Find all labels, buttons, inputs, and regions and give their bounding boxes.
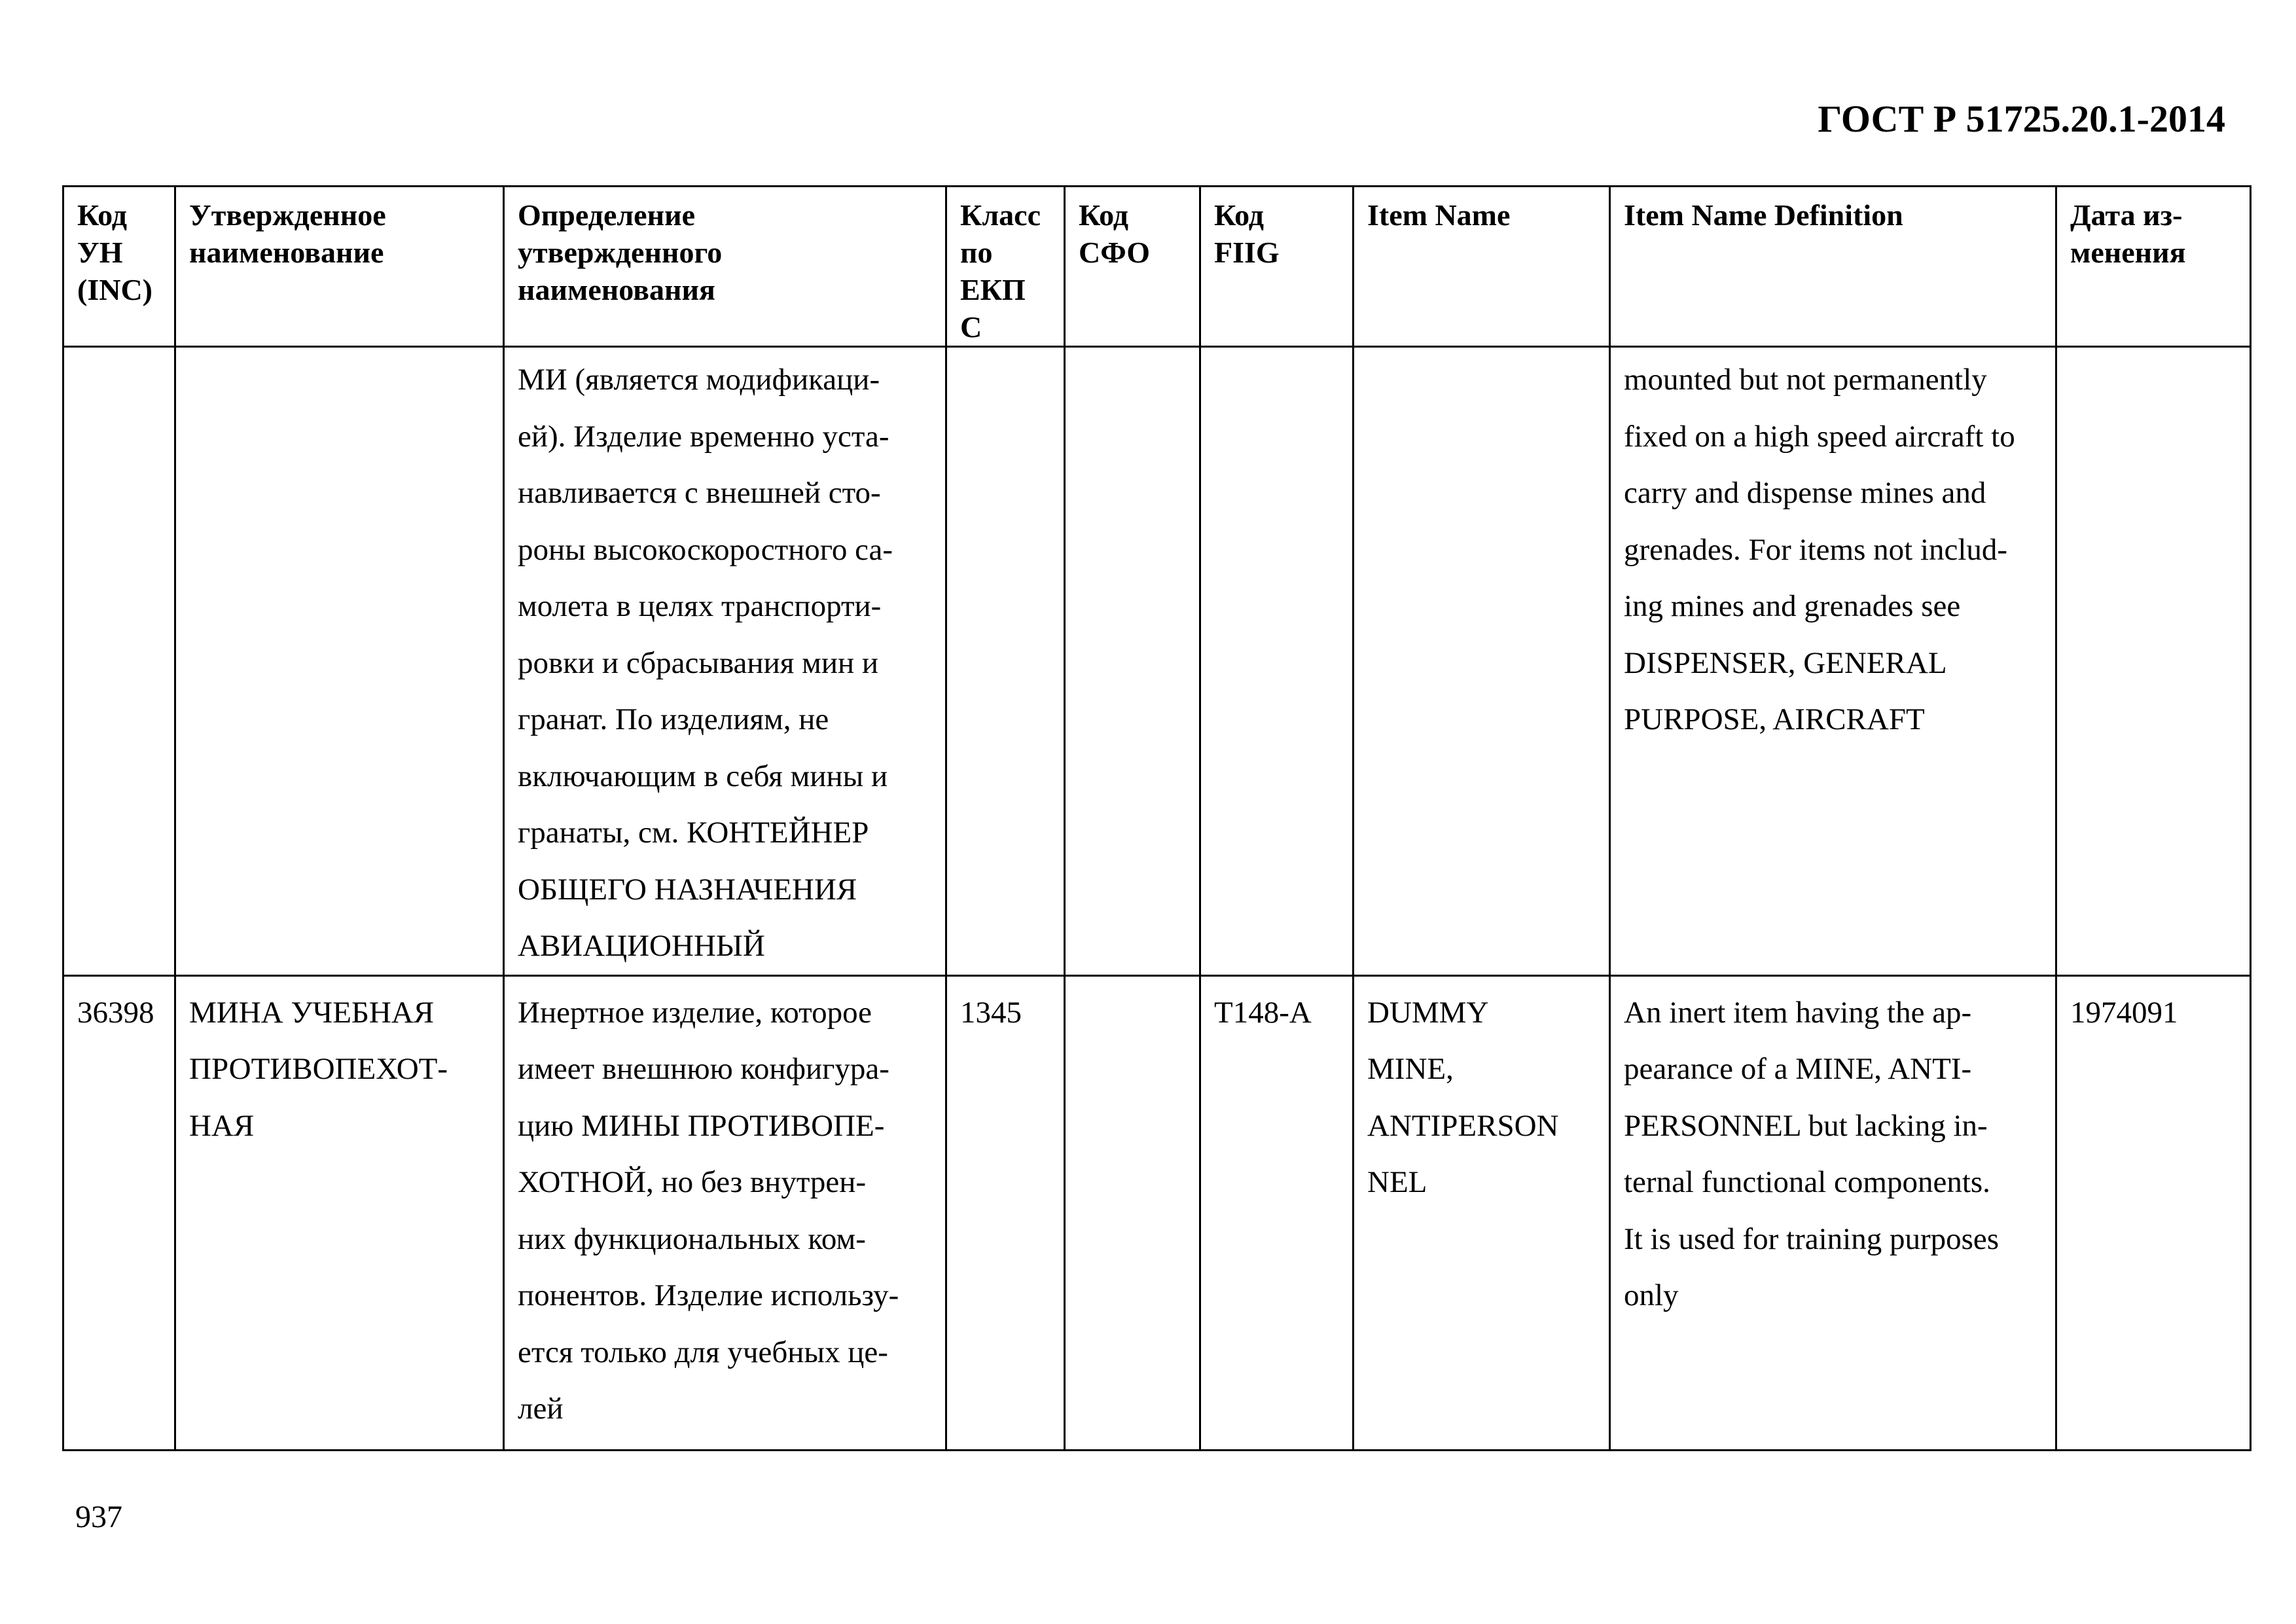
cell-item-definition: mounted but not permanently fixed on a high speed aircraft to carry and dispense mines and grenades. For items not includ- ing mines and grenades see DISPENSER, GENERAL PURPOSE, AIRCRAFT <box>1610 347 2056 976</box>
cell-approved-name <box>175 347 504 976</box>
cell-date <box>2056 347 2251 976</box>
cell-definition: МИ (является модификаци- ей). Изделие временно уста- навливается с внешней сто- роны высокоскоростного са- молета в целях транспорти- ровки и сбрасывания мин и гранат. По изделиям, не включающим в себя мины и гранаты, см. КОНТЕЙНЕР ОБЩЕГО НАЗНАЧЕНИЯ АВИАЦИОННЫЙ <box>504 347 946 976</box>
col-header-item-definition: Item Name Definition <box>1610 187 2056 347</box>
cell-item-name <box>1354 347 1610 976</box>
col-header-fiig: Код FIIG <box>1200 187 1354 347</box>
col-header-definition: Определение утвержденного наименования <box>504 187 946 347</box>
col-header-class: Класс по ЕКП С <box>946 187 1065 347</box>
col-header-sfo: Код СФО <box>1065 187 1200 347</box>
cell-class <box>946 347 1065 976</box>
cell-class: 1345 <box>946 975 1065 1450</box>
cell-item-definition: An inert item having the ap- pearance of a MINE, ANTI- PERSONNEL but lacking in- ternal functional components. It is used for training purposes only <box>1610 975 2056 1450</box>
col-header-item-name: Item Name <box>1354 187 1610 347</box>
cell-definition: Инертное изделие, которое имеет внешнюю конфигура- цию МИНЫ ПРОТИВОПЕ- ХОТНОЙ, но без внутрен- них функциональных ком- понентов. Изделие использу- ется только для учебных це- лей <box>504 975 946 1450</box>
cell-fiig: T148-A <box>1200 975 1354 1450</box>
col-header-date: Дата из- менения <box>2056 187 2251 347</box>
cell-inc <box>63 347 175 976</box>
table-row <box>63 975 2251 1450</box>
col-header-approved-name: Утвержденное наименование <box>175 187 504 347</box>
cell-sfo <box>1065 975 1200 1450</box>
item-name-table <box>62 185 2251 1451</box>
cell-fiig <box>1200 347 1354 976</box>
cell-date: 1974091 <box>2056 975 2251 1450</box>
page-number: 937 <box>75 1500 122 1534</box>
cell-sfo <box>1065 347 1200 976</box>
cell-item-name: DUMMY MINE, ANTIPERSON NEL <box>1354 975 1610 1450</box>
document-header: ГОСТ Р 51725.20.1-2014 <box>1818 98 2225 140</box>
cell-inc: 36398 <box>63 975 175 1450</box>
col-header-inc: Код УН (INC) <box>63 187 175 347</box>
cell-approved-name: МИНА УЧЕБНАЯ ПРОТИВОПЕХОТ- НАЯ <box>175 975 504 1450</box>
table-row <box>63 347 2251 976</box>
table-header-row <box>63 187 2251 347</box>
